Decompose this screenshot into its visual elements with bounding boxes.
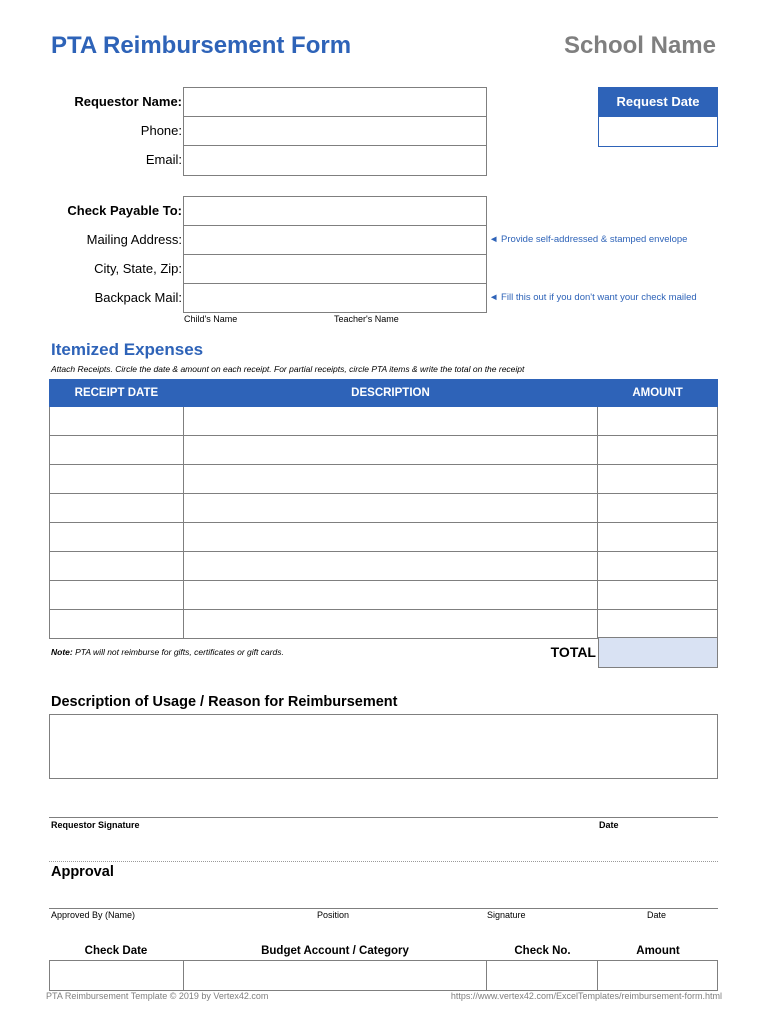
teachers-name-label: Teacher's Name [334,314,399,324]
table-row [50,465,718,494]
amount-cell[interactable] [598,523,718,552]
signature-date-label: Date [599,820,619,830]
check-payable-input[interactable] [184,197,486,225]
table-row [50,552,718,581]
city-state-zip-input[interactable] [184,255,486,283]
receipt-date-cell[interactable] [50,610,184,639]
check-amount-header: Amount [636,945,680,957]
expenses-instructions: Attach Receipts. Circle the date & amount on each receipt. For partial receipts, circle PTA items & write the total on the receipt [51,364,525,374]
request-date-input[interactable] [598,117,718,147]
approval-line [49,908,718,909]
expenses-header-row [50,380,718,407]
column-header: RECEIPT DATE [50,380,184,407]
phone-label: Phone: [140,123,182,138]
note-prefix: Note: [51,647,73,657]
check-date-input[interactable] [50,961,184,991]
receipt-date-cell[interactable] [50,436,184,465]
description-cell[interactable] [183,610,597,639]
table-row [50,407,718,436]
dotted-divider [49,861,718,862]
approval-date-label: Date [647,910,667,920]
childs-name-label: Child's Name [184,314,238,324]
column-header: DESCRIPTION [183,380,597,407]
position-label: Position [317,910,350,920]
signature-line [49,817,718,818]
requestor-name-input[interactable] [184,88,486,116]
amount-cell[interactable] [598,581,718,610]
amount-cell[interactable] [598,436,718,465]
description-cell[interactable] [183,494,597,523]
backpack-mail-input[interactable] [184,284,486,312]
description-cell[interactable] [183,523,597,552]
table-row [50,494,718,523]
description-cell[interactable] [183,465,597,494]
backpack-mail-label: Backpack Mail: [94,290,182,305]
usage-input[interactable] [49,714,718,779]
footer-copyright: PTA Reimbursement Template © 2019 by Vertex42.com [46,991,269,1001]
table-row [50,961,718,991]
form-title: PTA Reimbursement Form [51,32,352,59]
receipt-date-cell[interactable] [50,581,184,610]
check-date-header: Check Date [84,945,148,957]
check-payable-label: Check Payable To: [67,203,182,218]
amount-cell[interactable] [598,610,718,639]
approval-title: Approval [51,864,114,880]
check-no-input[interactable] [487,961,598,991]
phone-input[interactable] [184,117,486,145]
table-row [50,610,718,639]
table-row [50,436,718,465]
column-header: AMOUNT [598,380,718,407]
table-row [50,581,718,610]
city-state-zip-label: City, State, Zip: [94,261,182,276]
description-cell[interactable] [183,407,597,436]
mailing-address-input[interactable] [184,226,486,254]
budget-account-input[interactable] [183,961,487,991]
receipt-date-cell[interactable] [50,407,184,436]
total-value[interactable] [598,637,718,668]
total-label: TOTAL [550,644,596,660]
amount-cell[interactable] [598,552,718,581]
check-table [49,960,718,991]
check-no-header: Check No. [514,945,571,957]
table-row [50,523,718,552]
school-name: School Name [563,32,716,59]
amount-cell[interactable] [598,494,718,523]
email-label: Email: [145,152,182,167]
approval-signature-label: Signature [487,910,526,920]
amount-cell[interactable] [598,465,718,494]
receipt-date-cell[interactable] [50,465,184,494]
description-cell[interactable] [183,581,597,610]
budget-account-header: Budget Account / Category [261,945,409,957]
request-date-header: Request Date [598,87,718,117]
backpack-hint: ◄ Fill this out if you don't want your check mailed [489,292,697,303]
footer-url[interactable]: https://www.vertex42.com/ExcelTemplates/reimbursement-form.html [450,991,722,1001]
approved-by-label: Approved By (Name) [51,910,136,920]
receipt-date-cell[interactable] [50,552,184,581]
receipt-date-cell[interactable] [50,494,184,523]
receipt-date-cell[interactable] [50,523,184,552]
expenses-table [49,379,718,639]
mailing-address-label: Mailing Address: [86,232,182,247]
description-cell[interactable] [183,552,597,581]
check-amount-input[interactable] [598,961,718,991]
itemized-expenses-title: Itemized Expenses [51,340,204,359]
requestor-signature-label: Requestor Signature [51,820,140,830]
expenses-note [51,647,284,657]
usage-title: Description of Usage / Reason for Reimbursement [51,694,398,710]
mailing-hint: ◄ Provide self-addressed & stamped envelope [489,234,688,245]
note-text: PTA will not reimburse for gifts, certificates or gift cards. [72,647,284,657]
email-input[interactable] [184,146,486,175]
requestor-name-label: Requestor Name: [74,94,182,109]
amount-cell[interactable] [598,407,718,436]
description-cell[interactable] [183,436,597,465]
